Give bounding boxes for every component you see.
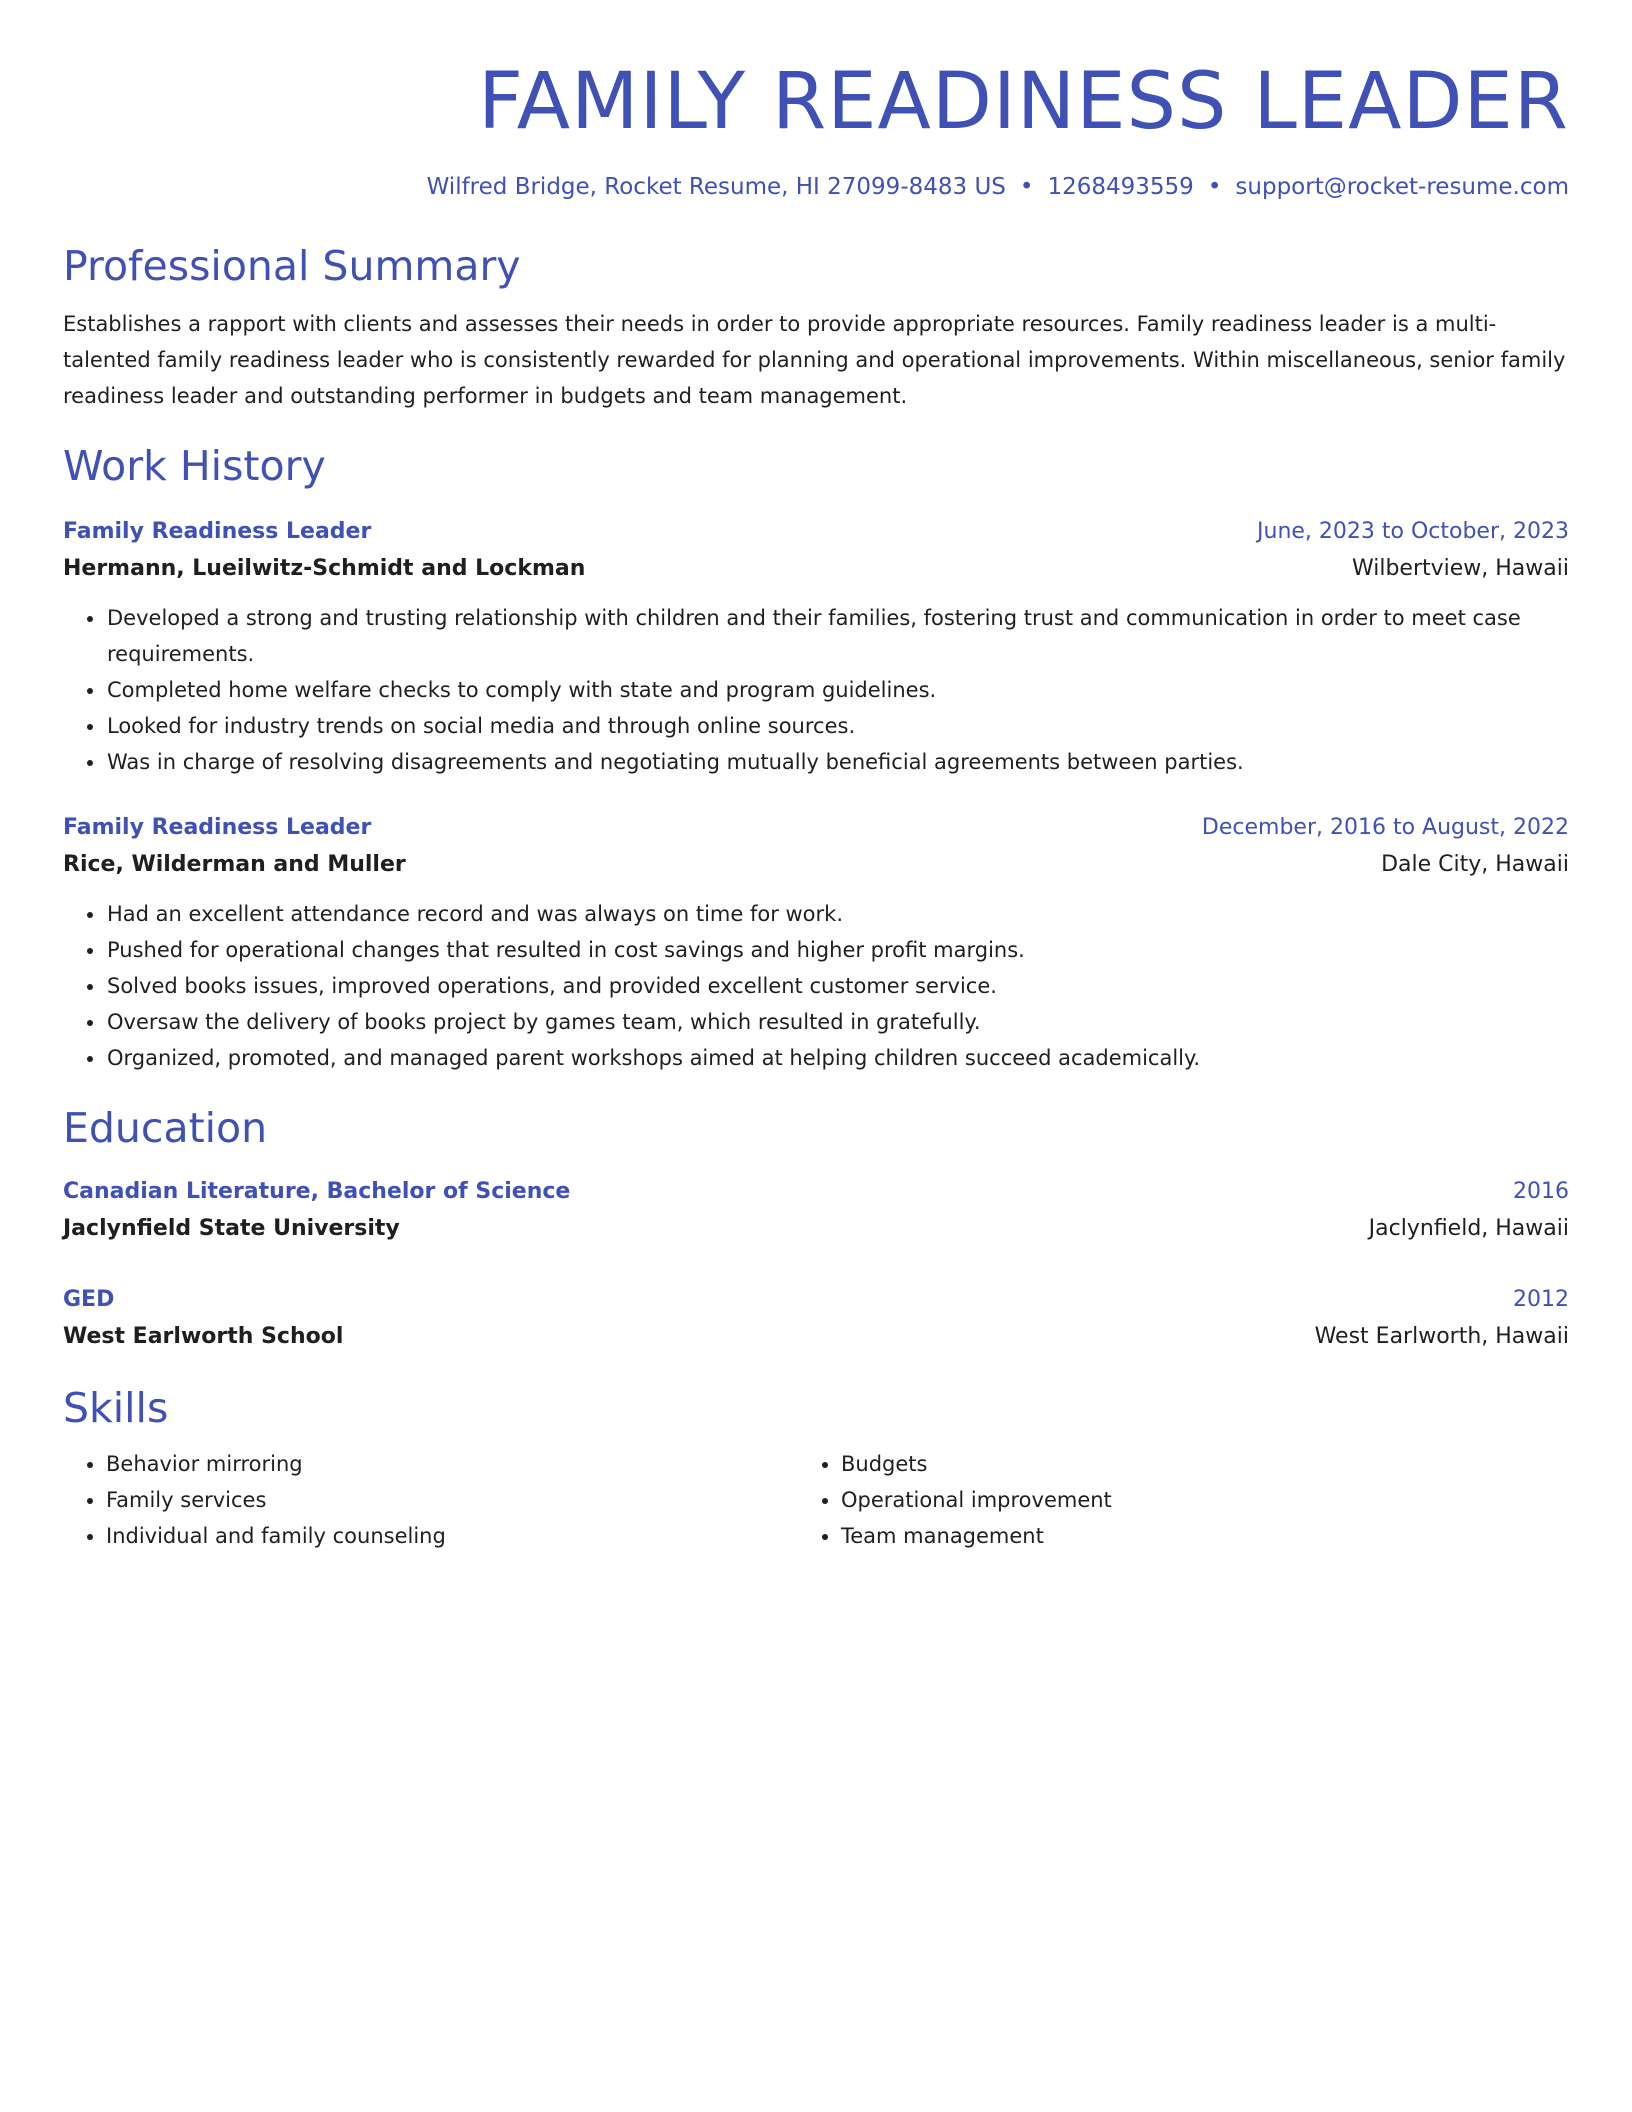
skill-item: • Team management: [841, 1518, 1533, 1554]
skill-item: • Budgets: [841, 1446, 1533, 1482]
job-company-row: [63, 550, 1569, 588]
skill-item: • Individual and family counseling: [106, 1518, 798, 1554]
education-degree: GED: [63, 1287, 115, 1312]
education-degree: Canadian Literature, Bachelor of Science: [63, 1179, 571, 1204]
skill-item: • Operational improvement: [841, 1482, 1533, 1518]
job-bullet: • Was in charge of resolving disagreements and negotiating mutually beneficial agreements between parties.: [106, 744, 1569, 780]
job-bullet: • Developed a strong and trusting relationship with children and their families, fostering trust and communication in order to meet case requirements.: [106, 600, 1569, 672]
job-bullet: • Looked for industry trends on social media and through online sources.: [106, 708, 1569, 744]
job-header-row: [63, 810, 1569, 846]
education-school: West Earlworth School: [63, 1324, 344, 1349]
education-school-row: [63, 1318, 1569, 1356]
education-entry: [63, 1282, 1569, 1356]
job-bullet: • Pushed for operational changes that resulted in cost savings and higher profit margins.: [106, 932, 1569, 968]
job-bullets: [63, 896, 1569, 1076]
education-location: Jaclynfield, Hawaii: [1368, 1216, 1569, 1241]
summary-heading: Professional Summary: [63, 242, 521, 290]
job-title: Family Readiness Leader: [63, 519, 372, 544]
contact-phone: 1268493559: [1047, 174, 1194, 200]
work-history-heading: Work History: [63, 442, 326, 490]
job-bullet: • Completed home welfare checks to comply with state and program guidelines.: [106, 672, 1569, 708]
education-school-row: [63, 1210, 1569, 1248]
summary-text: Establishes a rapport with clients and assesses their needs in order to provide appropriate resources. Family readiness leader is a multi-talented family readiness leader who is consistently rewarded for planning and operational improvements. Within miscellaneous, senior family readiness leader and outstanding performer in budgets and team management.: [63, 312, 1566, 408]
contact-separator: •: [1019, 174, 1034, 200]
contact-separator: •: [1207, 174, 1222, 200]
skills-column-right: [798, 1446, 1533, 1554]
job-bullet: • Had an excellent attendance record and was always on time for work.: [106, 896, 1569, 932]
job-bullet: • Oversaw the delivery of books project by games team, which resulted in gratefully.: [106, 1004, 1569, 1040]
job-dates: December, 2016 to August, 2022: [1201, 815, 1569, 840]
skill-item: • Family services: [106, 1482, 798, 1518]
education-year: 2016: [1513, 1179, 1569, 1204]
job-header-row: [63, 514, 1569, 550]
job-dates: June, 2023 to October, 2023: [1257, 519, 1569, 544]
job-entry: [63, 810, 1569, 1076]
resume-header: [63, 52, 1569, 202]
contact-line: [63, 172, 1569, 202]
job-company: Hermann, Lueilwitz-Schmidt and Lockman: [63, 556, 586, 581]
job-bullet: • Organized, promoted, and managed parent workshops aimed at helping children succeed academically.: [106, 1040, 1569, 1076]
skills-heading: Skills: [63, 1384, 169, 1432]
job-company-row: [63, 846, 1569, 884]
skills-list: [63, 1446, 1569, 1554]
education-header-row: [63, 1282, 1569, 1318]
education-entry: [63, 1174, 1569, 1248]
contact-address: Wilfred Bridge, Rocket Resume, HI 27099-8483 US: [426, 174, 1006, 200]
contact-email: support@rocket-resume.com: [1235, 174, 1569, 200]
job-company: Rice, Wilderman and Muller: [63, 852, 406, 877]
resume-name: FAMILY READINESS LEADER: [478, 57, 1569, 147]
education-location: West Earlworth, Hawaii: [1314, 1324, 1569, 1349]
job-bullet: • Solved books issues, improved operations, and provided excellent customer service.: [106, 968, 1569, 1004]
job-bullets: [63, 600, 1569, 780]
skill-item: • Behavior mirroring: [106, 1446, 798, 1482]
education-school: Jaclynfield State University: [63, 1216, 400, 1241]
job-location: Wilbertview, Hawaii: [1351, 556, 1569, 581]
job-location: Dale City, Hawaii: [1381, 852, 1569, 877]
job-entry: [63, 514, 1569, 780]
education-header-row: [63, 1174, 1569, 1210]
education-heading: Education: [63, 1104, 268, 1152]
education-year: 2012: [1513, 1287, 1569, 1312]
job-title: Family Readiness Leader: [63, 815, 372, 840]
skills-column-left: [63, 1446, 798, 1554]
